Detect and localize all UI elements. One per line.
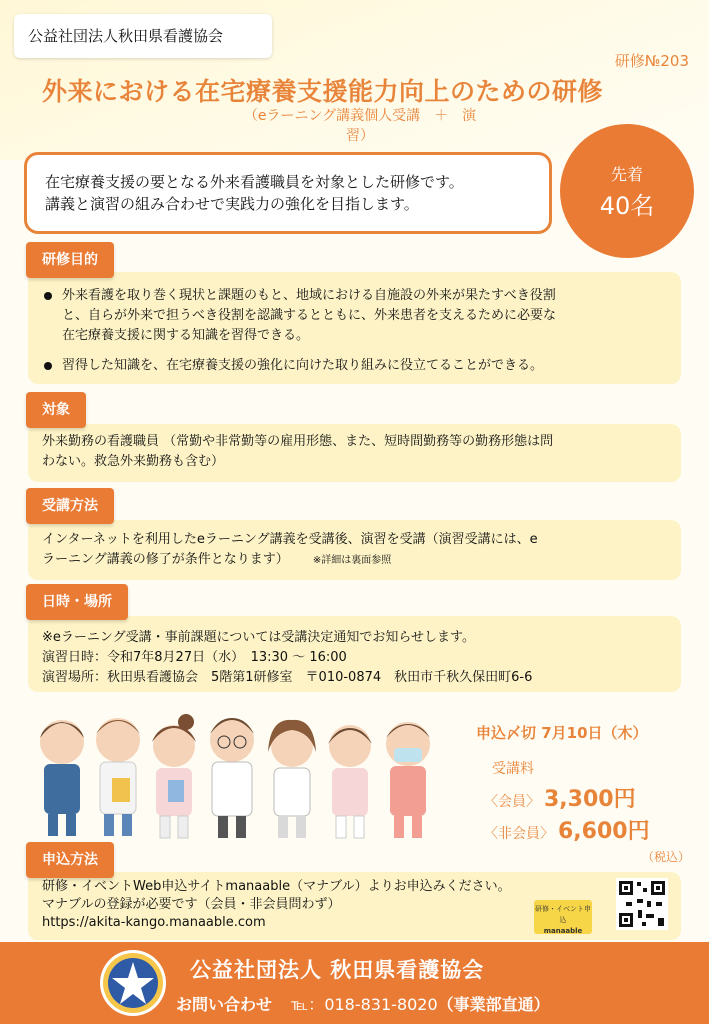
qr-code-icon[interactable] — [616, 878, 668, 930]
intro-line1: 在宅療養支援の要となる外来看護職員を対象とした研修です。 — [45, 173, 464, 191]
nonmember-fee-label: 〈非会員〉 — [484, 826, 554, 842]
purpose-bullet2-text: 習得した知識を、在宅療養支援の強化に向けた取り組みに役立てることができる。 — [62, 358, 544, 373]
organization-tag: 公益社団法人秋田県看護協会 — [14, 14, 272, 58]
fee-area — [470, 720, 700, 870]
target-line2: わない。救急外来勤務も含む） — [42, 454, 225, 469]
schedule-line1: ※eラーニング受講・事前課題については受講決定通知でお知らせします。 — [42, 630, 475, 645]
target-panel — [28, 424, 681, 482]
method-label: 受講方法 — [26, 488, 114, 524]
purpose-bullet1-line1: 外来看護を取り巻く現状と課題のもと、地域における自施設の外来が果たすべき役割 — [62, 288, 556, 303]
apply-text — [42, 878, 511, 932]
purpose-bullet1-line3: 在宅療養支援に関する知識を習得できる。 — [62, 328, 310, 343]
banner-text1: 研修・イベント申込 — [535, 905, 591, 924]
tel-dept: （事業部直通） — [437, 995, 550, 1014]
badge-label: 先着 — [610, 165, 643, 184]
footer — [0, 942, 709, 1024]
purpose-bullet-1 — [42, 286, 667, 346]
course-number: 研修№203 — [614, 52, 689, 70]
apply-line1: 研修・イベントWeb申込サイトmanaable（マナブル）よりお申込みください。 — [42, 879, 511, 894]
subtitle-line1: （eラーニング講義個人受講 ＋ 演 — [243, 108, 477, 124]
nonmember-fee-price: 6,600円 — [558, 819, 650, 844]
member-fee-price: 3,300円 — [544, 787, 636, 812]
purpose-bullet-2 — [42, 356, 667, 376]
purpose-label: 研修目的 — [26, 242, 114, 278]
schedule-label: 日時・場所 — [26, 584, 128, 620]
page-subtitle — [200, 106, 520, 146]
footer-contact — [176, 992, 550, 1015]
apply-url-link[interactable]: https://akita-kango.manaable.com — [42, 915, 266, 930]
application-deadline: 申込〆切 7月10日（木） — [476, 724, 648, 742]
intro-line2: 講義と演習の組み合わせで実践力の強化を目指します。 — [45, 195, 419, 213]
nonmember-fee — [484, 814, 650, 845]
apply-panel — [28, 872, 681, 940]
nurses-illustration — [26, 702, 466, 842]
method-note: ※詳細は裏面参照 — [312, 555, 392, 566]
manaable-banner-icon[interactable] — [534, 900, 592, 934]
method-line1: インターネットを利用したeラーニング講義を受講後、演習を受講（演習受講には、e — [42, 532, 538, 547]
schedule-line2: 演習日時：令和7年8月27日（水） 13:30 〜 16:00 — [42, 650, 347, 665]
footer-organization: 公益社団法人 秋田県看護協会 — [190, 958, 485, 982]
purpose-bullet1-line2: と、自らが外来で担うべき役割を認識するとともに、外来患者を支えるために必要な — [62, 308, 557, 323]
target-label: 対象 — [26, 392, 86, 428]
apply-label: 申込方法 — [26, 842, 114, 878]
banner-text2: manaable — [543, 927, 583, 935]
tel-prefix: ℡： — [291, 995, 325, 1014]
capacity-badge — [560, 124, 694, 258]
schedule-panel — [28, 616, 681, 692]
member-fee — [484, 782, 636, 813]
jna-logo-icon — [98, 948, 168, 1018]
method-line2: ラーニング講義の修了が条件となります） — [42, 552, 289, 567]
contact-label: お問い合わせ — [176, 995, 273, 1014]
intro-box — [24, 152, 552, 234]
tel-number[interactable]: 018-831-8020 — [324, 995, 438, 1014]
schedule-line3: 演習場所：秋田県看護協会 5階第1研修室 〒010-0874 秋田市千秋久保田町6-6 — [42, 670, 533, 685]
fee-label: 受講料 — [492, 761, 534, 777]
method-line2-wrap — [42, 550, 667, 571]
target-line1: 外来勤務の看護職員 （常勤や非常勤等の雇用形態、また、短時間勤務等の勤務形態は問 — [42, 434, 554, 449]
badge-count: 40名 — [599, 192, 655, 220]
purpose-panel — [28, 272, 681, 384]
tax-note: （税込） — [641, 850, 690, 864]
apply-line2: マナブルの登録が必要です（会員・非会員問わず） — [42, 897, 341, 912]
page-title: 外来における在宅療養支援能力向上のための研修 — [42, 77, 604, 106]
method-panel — [28, 520, 681, 580]
member-fee-label: 〈会員〉 — [484, 794, 540, 810]
subtitle-line2: 習） — [346, 128, 374, 144]
